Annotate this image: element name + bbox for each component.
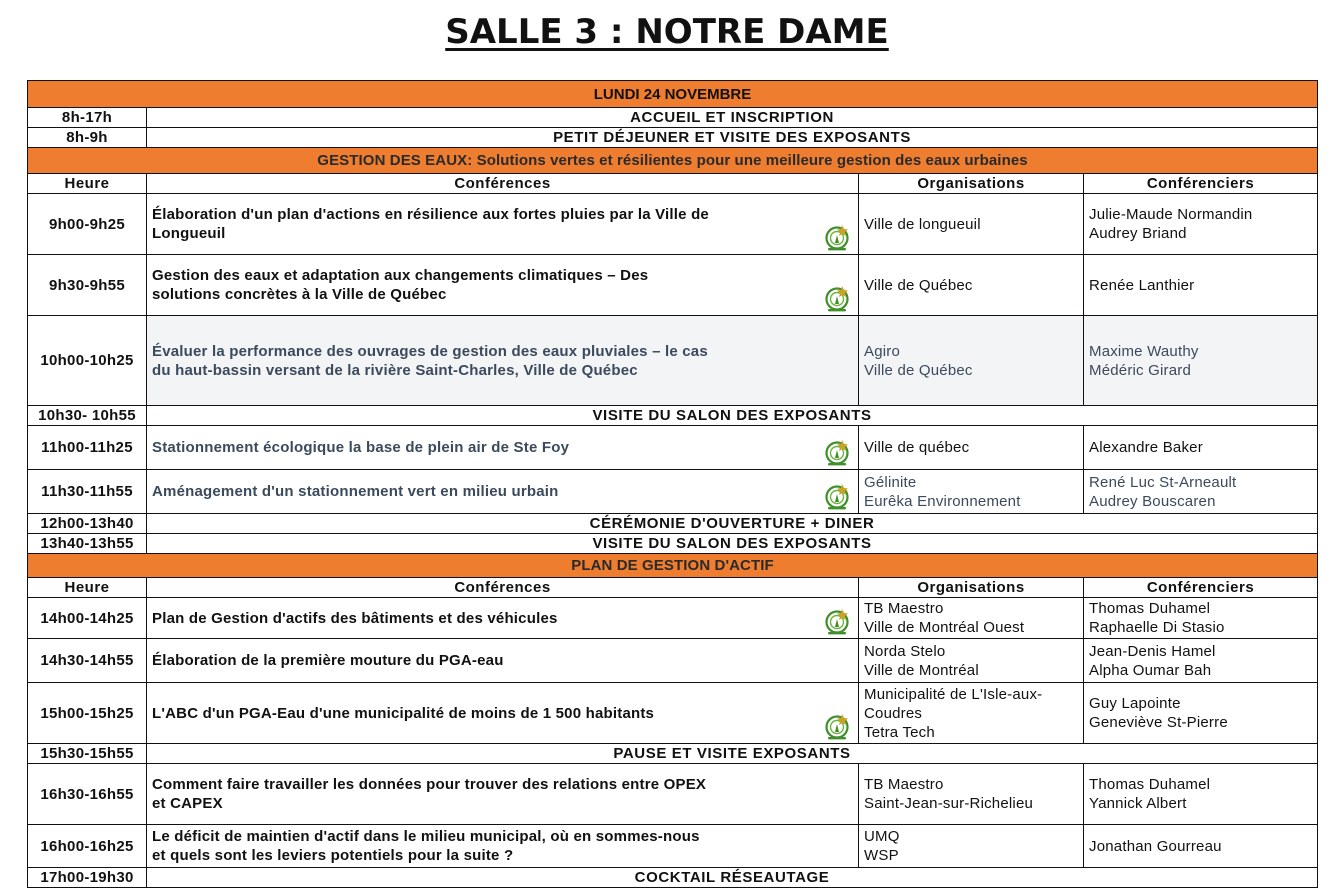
speaker-name: Audrey Briand (1089, 225, 1187, 242)
organisation-name: Ville de longueuil (864, 215, 981, 233)
session-title-line: Plan de Gestion d'actifs des bâtiments et des véhicules (152, 609, 558, 627)
session-row (28, 255, 1318, 316)
organisation-name: Eurêka Environnement (864, 492, 1021, 510)
header-time: Heure (28, 174, 147, 194)
session-organisations (859, 598, 1084, 639)
session-organisations (859, 639, 1084, 683)
organisation-name: Ville de québec (864, 439, 970, 456)
green-award-icon (822, 606, 852, 636)
event-label: VISITE DU SALON DES EXPOSANTS (147, 406, 1318, 426)
organisation-name: TB Maestro (864, 776, 944, 793)
session-title-line: du haut-bassin versant de la rivière Saint-Charles, Ville de Québec (152, 361, 638, 379)
organisation-name: Ville de Montréal Ouest (864, 619, 1025, 636)
session-title-line: Stationnement écologique la base de plein air de Ste Foy (152, 439, 570, 456)
speaker-name: Alpha Oumar Bah (1089, 661, 1212, 679)
event-time: 8h-9h (28, 128, 147, 148)
header-organisations: Organisations (859, 174, 1084, 194)
header-time: Heure (28, 578, 147, 598)
section-header-row (28, 554, 1318, 578)
speaker-name: Raphaelle Di Stasio (1089, 619, 1225, 636)
header-conferences: Conférences (147, 578, 859, 598)
organisation-name: Gélinite (864, 473, 917, 491)
section-header-assets: PLAN DE GESTION D'ACTIF (28, 554, 1318, 578)
session-title (147, 194, 859, 255)
session-time: 14h00-14h25 (28, 598, 147, 639)
event-label: COCKTAIL RÉSEAUTAGE (147, 868, 1318, 888)
session-time: 11h00-11h25 (28, 426, 147, 470)
session-title-line: Élaboration d'un plan d'actions en résilience aux fortes pluies par la Ville de (152, 206, 709, 223)
session-speakers (1084, 639, 1318, 683)
session-speakers (1084, 470, 1318, 514)
schedule-table (27, 80, 1318, 888)
session-row (28, 316, 1318, 406)
session-organisations (859, 470, 1084, 514)
session-row (28, 470, 1318, 514)
speaker-name: Renée Lanthier (1089, 276, 1195, 294)
green-award-icon (822, 283, 852, 313)
organisation-name: UMQ (864, 828, 900, 845)
organisation-name: Ville de Québec (864, 361, 973, 379)
speaker-name: Thomas Duhamel (1089, 776, 1211, 793)
organisation-name: Saint-Jean-sur-Richelieu (864, 795, 1034, 812)
session-time: 9h00-9h25 (28, 194, 147, 255)
session-title-line: L'ABC d'un PGA-Eau d'une municipalité de moins de 1 500 habitants (152, 704, 655, 722)
green-award-icon (822, 222, 852, 252)
session-row (28, 598, 1318, 639)
event-row (28, 534, 1318, 554)
column-header-row (28, 578, 1318, 598)
session-organisations (859, 426, 1084, 470)
session-speakers (1084, 426, 1318, 470)
session-title (147, 316, 859, 406)
session-speakers (1084, 764, 1318, 825)
speaker-name: Audrey Bouscaren (1089, 492, 1216, 510)
session-title-line: Comment faire travailler les données pour trouver des relations entre OPEX (152, 776, 707, 793)
session-title (147, 639, 859, 683)
session-time: 15h00-15h25 (28, 683, 147, 744)
green-award-icon (822, 481, 852, 511)
header-conferences: Conférences (147, 174, 859, 194)
session-title-line: et CAPEX (152, 795, 223, 812)
session-title-line: Évaluer la performance des ouvrages de gestion des eaux pluviales – le cas (152, 342, 708, 360)
session-title-line: Élaboration de la première mouture du PGA-eau (152, 652, 504, 669)
organisation-name: Ville de Québec (864, 276, 973, 294)
organisation-name: Tetra Tech (864, 723, 935, 741)
session-title-line: et quels sont les leviers potentiels pour la suite ? (152, 847, 514, 864)
speaker-name: Geneviève St-Pierre (1089, 714, 1228, 731)
speaker-name: Jonathan Gourreau (1089, 837, 1222, 855)
session-row (28, 639, 1318, 683)
session-time: 9h30-9h55 (28, 255, 147, 316)
page-title: SALLE 3 : NOTRE DAME (445, 12, 889, 52)
organisation-name: Coudres (864, 704, 923, 722)
session-title (147, 255, 859, 316)
event-time: 13h40-13h55 (28, 534, 147, 554)
event-row (28, 744, 1318, 764)
speaker-name: Jean-Denis Hamel (1089, 642, 1216, 660)
speaker-name: Thomas Duhamel (1089, 600, 1211, 617)
session-speakers (1084, 683, 1318, 744)
session-title (147, 470, 859, 514)
session-title (147, 426, 859, 470)
organisation-name: Municipalité de L'Isle-aux- (864, 685, 1043, 703)
header-speakers: Conférenciers (1084, 174, 1318, 194)
session-row (28, 426, 1318, 470)
day-header: LUNDI 24 NOVEMBRE (28, 81, 1318, 108)
organisation-name: TB Maestro (864, 600, 944, 617)
speaker-name: Guy Lapointe (1089, 695, 1181, 712)
organisation-name: WSP (864, 847, 899, 864)
session-time: 14h30-14h55 (28, 639, 147, 683)
speaker-name: Alexandre Baker (1089, 439, 1203, 456)
speaker-name: Maxime Wauthy (1089, 342, 1199, 360)
session-row (28, 764, 1318, 825)
section-header-row (28, 148, 1318, 174)
session-time: 16h00-16h25 (28, 825, 147, 868)
session-title (147, 825, 859, 868)
session-speakers (1084, 598, 1318, 639)
session-title-line: Aménagement d'un stationnement vert en milieu urbain (152, 483, 559, 500)
session-row (28, 683, 1318, 744)
header-speakers: Conférenciers (1084, 578, 1318, 598)
organisation-name: Agiro (864, 342, 901, 360)
speaker-name: René Luc St-Arneault (1089, 473, 1237, 491)
section-header-water: GESTION DES EAUX: Solutions vertes et résilientes pour une meilleure gestion des eaux urbaines (28, 148, 1318, 174)
session-speakers (1084, 255, 1318, 316)
day-header-row (28, 81, 1318, 108)
session-title (147, 598, 859, 639)
session-speakers (1084, 825, 1318, 868)
event-label: VISITE DU SALON DES EXPOSANTS (147, 534, 1318, 554)
session-title (147, 683, 859, 744)
event-time: 12h00-13h40 (28, 514, 147, 534)
session-time: 10h00-10h25 (28, 316, 147, 406)
session-speakers (1084, 194, 1318, 255)
speaker-name: Médéric Girard (1089, 361, 1191, 379)
organisation-name: Ville de Montréal (864, 661, 979, 679)
session-organisations (859, 255, 1084, 316)
session-title (147, 764, 859, 825)
green-award-icon (822, 711, 852, 741)
event-row (28, 868, 1318, 888)
speaker-name: Julie-Maude Normandin (1089, 206, 1253, 223)
event-time: 17h00-19h30 (28, 868, 147, 888)
session-time: 16h30-16h55 (28, 764, 147, 825)
session-speakers (1084, 316, 1318, 406)
session-title-line: Le déficit de maintien d'actif dans le milieu municipal, où en sommes-nous (152, 828, 700, 845)
event-time: 10h30- 10h55 (28, 406, 147, 426)
session-row (28, 194, 1318, 255)
header-organisations: Organisations (859, 578, 1084, 598)
event-time: 8h-17h (28, 108, 147, 128)
event-row (28, 128, 1318, 148)
event-row (28, 406, 1318, 426)
event-label: ACCUEIL ET INSCRIPTION (147, 108, 1318, 128)
session-time: 11h30-11h55 (28, 470, 147, 514)
session-organisations (859, 194, 1084, 255)
event-label: PAUSE ET VISITE EXPOSANTS (147, 744, 1318, 764)
column-header-row (28, 174, 1318, 194)
session-organisations (859, 825, 1084, 868)
event-time: 15h30-15h55 (28, 744, 147, 764)
session-title-line: Longueuil (152, 225, 226, 242)
event-label: PETIT DÉJEUNER ET VISITE DES EXPOSANTS (147, 128, 1318, 148)
speaker-name: Yannick Albert (1089, 795, 1187, 812)
event-row (28, 108, 1318, 128)
session-row (28, 825, 1318, 868)
session-organisations (859, 764, 1084, 825)
event-row (28, 514, 1318, 534)
green-award-icon (822, 437, 852, 467)
organisation-name: Norda Stelo (864, 642, 946, 660)
session-title-line: solutions concrètes à la Ville de Québec (152, 286, 447, 303)
event-label: CÉRÉMONIE D'OUVERTURE + DINER (147, 514, 1318, 534)
session-title-line: Gestion des eaux et adaptation aux changements climatiques – Des (152, 267, 649, 284)
session-organisations (859, 683, 1084, 744)
session-organisations (859, 316, 1084, 406)
